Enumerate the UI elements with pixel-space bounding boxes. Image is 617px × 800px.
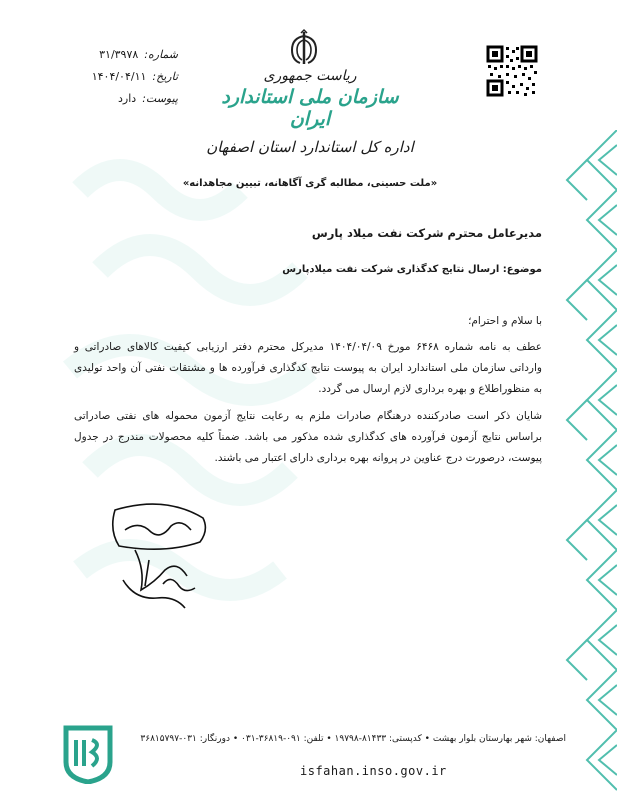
department-title: اداره کل استاندارد استان اصفهان: [206, 138, 414, 156]
letter-date-label: تاریخ:: [152, 70, 178, 83]
inso-logo-icon: [62, 722, 114, 784]
letter-attachment-row: [58, 88, 178, 110]
letter-date-row: [58, 66, 178, 88]
qr-code-icon: [486, 45, 538, 97]
presidency-title: ریاست جمهوری: [263, 68, 357, 84]
organization-header: [200, 68, 420, 156]
letter-body: [74, 226, 542, 475]
letter-number-label: شماره:: [144, 48, 178, 61]
greeting-line: با سلام و احترام؛: [468, 315, 542, 327]
letter-number-row: [58, 44, 178, 66]
letter-date-value: ۱۴۰۴/۰۴/۱۱: [91, 70, 147, 83]
footer-address: اصفهان: شهر بهارستان بلوار بهشت • کدپستی: ۸۱۴۳۳-۱۹۷۹۸ • تلفن: ۰۹۱-۳۶۸۱۹-۰۳۱ • دورنگار: ۰۳۱-۳۶۸۱۵۷۹۷: [140, 734, 566, 744]
subject-line: موضوع: ارسال نتایج کدگذاری شرکت نفت میلادپارس: [282, 264, 542, 275]
letter-attachment-label: پیوست:: [142, 92, 178, 105]
slogan-text: «ملت حسینی، مطالبه گری آگاهانه، تبیین مجاهدانه»: [182, 178, 438, 189]
signature-stamp: [105, 490, 215, 620]
organization-title: سازمان ملی استاندارد ایران: [221, 86, 399, 130]
body-paragraph-2: شایان ذکر است صادرکننده درهنگام صادرات ملزم به رعایت نتایج آزمون محموله های نفتی صادراتی براساس نتایج آزمون فرآورده های کدگذاری شده مذکور می باشد. ضمناً کلیه محصولات مندرج در جدول پیوست، درصورت درج عناوین در پروانه بهره برداری دارای اعتبار می باشند.: [74, 410, 542, 464]
iran-emblem-icon: [284, 28, 324, 68]
letter-number-value: ۳۱/۳۹۷۸: [99, 48, 139, 61]
recipient-line: مدیرعامل محترم شرکت نفت میلاد پارس: [311, 226, 542, 240]
letter-meta: [58, 44, 178, 110]
letter-attachment-value: دارد: [118, 92, 137, 105]
body-paragraph-1: عطف به نامه شماره ۶۴۶۸ مورخ ۱۴۰۴/۰۴/۰۹ مدیرکل محترم دفتر ارزیابی کیفیت کالاهای صادراتی و وارداتی سازمان ملی استاندارد ایران به پیوست نتایج کدگذاری فرآورده ها و مشتقات نفتی آن واحد تولیدی به منظوراطلاع و بهره برداری لازم ارسال می گردد.: [74, 341, 542, 395]
decorative-border-pattern: [557, 130, 617, 800]
footer-website-link[interactable]: isfahan.inso.gov.ir: [300, 764, 447, 778]
